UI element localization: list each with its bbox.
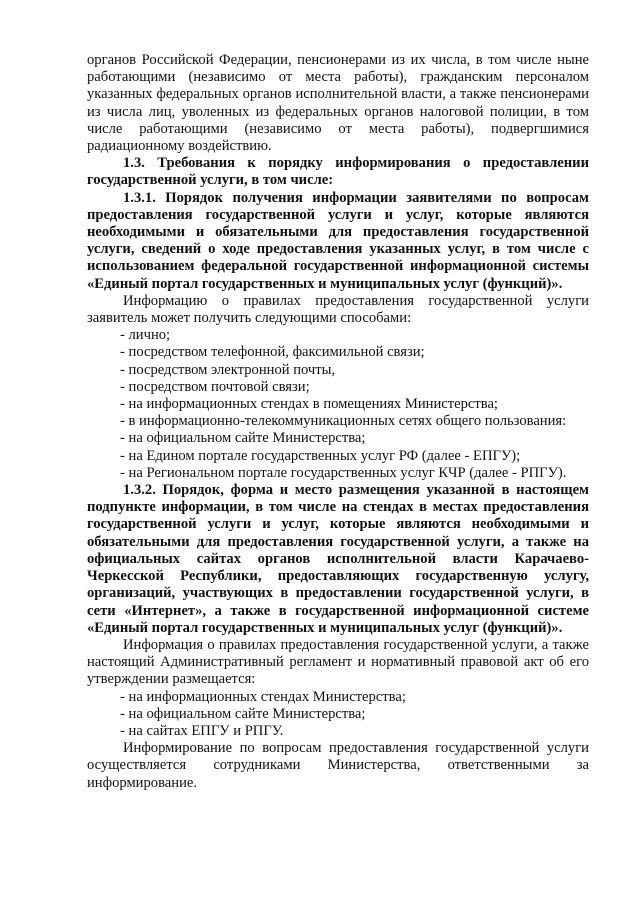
list-item: - на официальном сайте Министерства; bbox=[120, 430, 366, 447]
list-info-methods bbox=[87, 327, 589, 482]
list-item: - посредством телефонной, факсимильной связи; bbox=[120, 344, 425, 361]
list-item: - на официальном сайте Министерства; bbox=[120, 705, 366, 722]
list-item: - на Региональном портале государственных услуг КЧР (далее - РПГУ). bbox=[120, 464, 567, 481]
list-item: - посредством почтовой связи; bbox=[120, 378, 310, 395]
document-body bbox=[87, 52, 589, 792]
heading-1-3-2: 1.3.2. Порядок, форма и место размещения указанной в настоящем подпункте информации, в том числе на стендах в местах предоставления государственной услуги и услуг, которые являются необходимыми и обязательными для предоставления государственной услуги, а также на официальных сайтах органов исполнительной власти Карачаево-Черкесской Республики, предоставляющих государственную услугу, организаций, участвующих в предоставлении государственной услуги, в сети «Интернет», а также в государственной информационной системе «Единый портал государственных и муниципальных услуг (функций)». bbox=[87, 482, 589, 636]
list-item: - на сайтах ЕПГУ и РПГУ. bbox=[120, 722, 284, 739]
list-placement bbox=[87, 689, 589, 741]
list-item: - лично; bbox=[120, 327, 171, 344]
list-item: - в информационно-телекоммуникационных сетях общего пользования: bbox=[120, 413, 567, 430]
heading-1-3: 1.3. Требования к порядку информирования о предоставлении государственной услуги, в том числе: bbox=[87, 155, 589, 189]
list-item: - посредством электронной почты, bbox=[120, 361, 336, 378]
paragraph-informing: Информирование по вопросам предоставления государственной услуги осуществляется сотрудниками Министерства, ответственными за информирование. bbox=[87, 740, 589, 791]
list-item: - на Едином портале государственных услуг РФ (далее - ЕПГУ); bbox=[120, 447, 521, 464]
paragraph-info-placement: Информация о правилах предоставления государственной услуги, а также настоящий Административный регламент и нормативный правовой акт об его утверждении размещается: bbox=[87, 636, 589, 688]
paragraph-info-methods: Информацию о правилах предоставления государственной услуги заявитель может получить следующими способами: bbox=[87, 292, 589, 327]
list-item: - на информационных стендах Министерства; bbox=[120, 688, 406, 705]
paragraph-intro: органов Российской Федерации, пенсионерами из их числа, в том числе ныне работающими (независимо от места работы), гражданским персоналом указанных федеральных органов исполнительной власти, а также пенсионерами из числа лиц, уволенных из федеральных органов налоговой полиции, в том числе работающими (независимо от места работы), подвергшимися радиационному воздействию. bbox=[87, 52, 589, 155]
list-item: - на информационных стендах в помещениях Министерства; bbox=[120, 396, 498, 413]
heading-1-3-1: 1.3.1. Порядок получения информации заявителями по вопросам предоставления государственной услуги и услуг, которые являются необходимыми и обязательными для предоставления государственной услуги, сведений о ходе предоставления указанных услуг, в том числе с использованием федеральной государственной информационной системы «Единый портал государственных и муниципальных услуг (функций)». bbox=[87, 189, 589, 292]
